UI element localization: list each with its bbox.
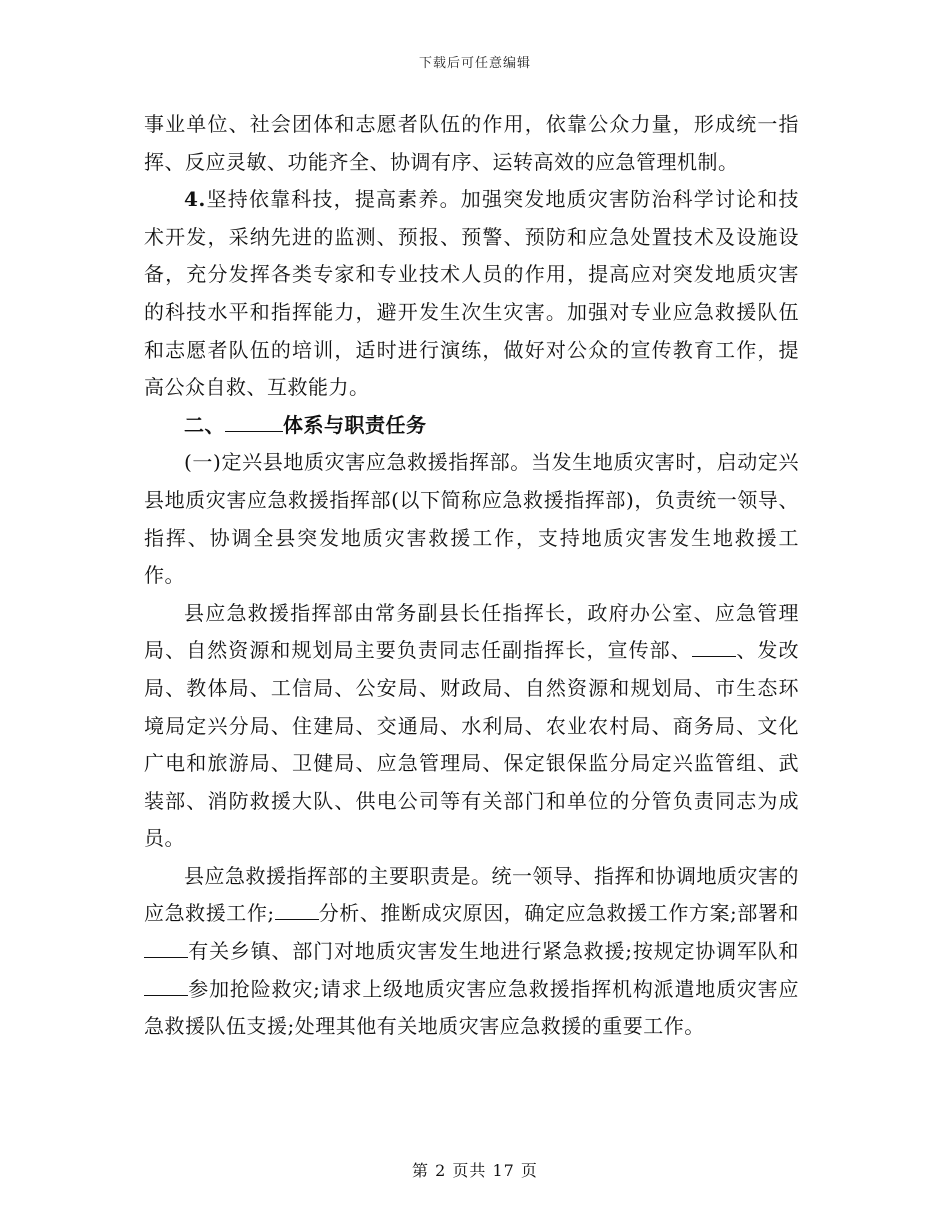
section-heading-text: 体系与职责任务 [283,412,427,437]
blank-line [275,899,319,920]
paragraph-5-part-c: 有关乡镇、部门对地质灾害发生地进行紧急救援;按规定协调军队和 [188,939,799,964]
blank-line [144,975,188,996]
section-heading-number: 二、 [184,412,225,437]
paragraph-1: 事业单位、社会团体和志愿者队伍的作用，依靠公众力量，形成统一指挥、反应灵敏、功能齐全、协调有序、运转高效的应急管理机制。 [144,112,799,174]
blank-line [225,411,283,432]
paragraph-5-part-b: 分析、推断成灾原因，确定应急救援工作方案;部署和 [318,901,799,926]
paragraph-4-part-a: 县应急救援指挥部由常务副县长任指挥长，政府办公室、应急管理局、自然资源和规划局主要负责同志任副指挥长，宣传部、 [144,600,799,663]
blank-line [692,636,736,657]
paragraph-5-part-a: 县应急救援指挥部的主要职责是。统一领导、指挥和协调地质灾害的应急救援工作; [144,863,799,926]
document-body [144,106,799,1046]
paragraph-5 [144,858,799,1046]
page-header: 下载后可任意编辑 [418,56,531,71]
paragraph-5-part-d: 参加抢险救灾;请求上级地质灾害应急救援指挥机构派遣地质灾害应急救援队伍支援;处理其他有关地质灾害应急救援的重要工作。 [144,976,799,1039]
blank-line [144,937,188,958]
paragraph-2-text: 坚持依靠科技，提高素养。加强突发地质灾害防治科学讨论和技术开发，采纳先进的监测、预报、预警、预防和应急处置技术及设施设备，充分发挥各类专家和专业技术人员的作用，提高应对突发地质灾害的科技水平和指挥能力，避开发生次生灾害。加强对专业应急救援队伍和志愿者队伍的培训，适时进行演练，做好对公众的宣传教育工作，提高公众自救、互救能力。 [144,187,799,400]
paragraph-3: (一)定兴县地质灾害应急救援指挥部。当发生地质灾害时，启动定兴县地质灾害应急救援指挥部(以下简称应急救援指挥部)，负责统一领导、指挥、协调全县突发地质灾害救援工作，支持地质灾害发生地救援工作。 [144,450,799,588]
paragraph-2 [144,181,799,407]
paragraph-4-part-b: 、发改局、教体局、工信局、公安局、财政局、自然资源和规划局、市生态环境局定兴分局、住建局、交通局、水利局、农业农村局、商务局、文化广电和旅游局、卫健局、应急管理局、保定银保监分局定兴监管组、武装部、消防救援大队、供电公司等有关部门和单位的分管负责同志为成员。 [144,638,800,851]
section-heading [144,407,799,445]
paragraph-2-number: 4. [184,187,206,212]
paragraph-4 [144,595,799,858]
page-footer: 第 2 页共 17 页 [412,1161,538,1180]
